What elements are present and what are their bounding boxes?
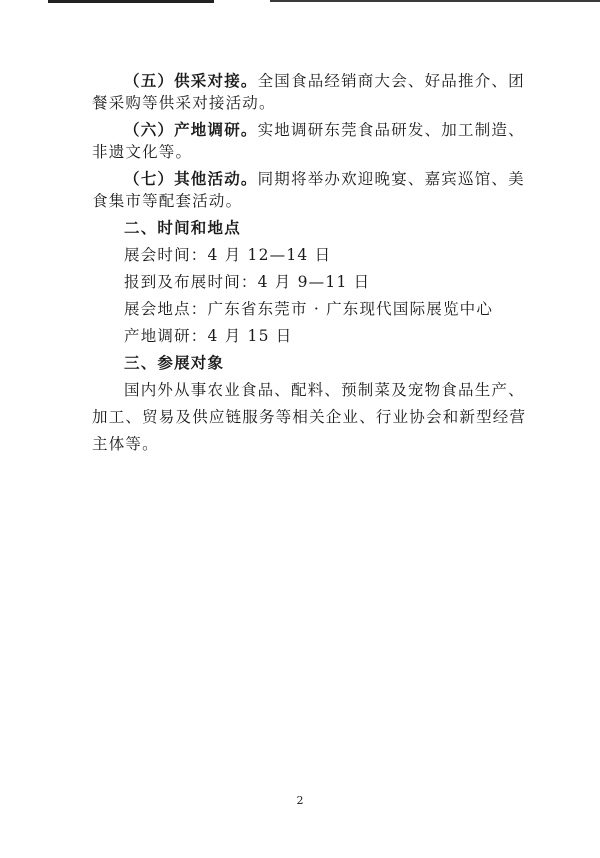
item-text: 全国食品经销商大会、好品推介、团 <box>257 72 525 90</box>
scan-edge-mark <box>270 0 600 2</box>
scan-edge-mark <box>48 0 214 3</box>
item-label: （七）其他活动。 <box>124 170 258 188</box>
item-text: 同期将举办欢迎晚宴、嘉宾巡馆、美 <box>257 170 525 188</box>
paragraph-continuation: 食集市等配套活动。 <box>92 192 243 210</box>
exhibition-time: 展会时间：4 月 12—14 日 <box>124 246 332 264</box>
venue: 展会地点：广东省东莞市 · 广东现代国际展览中心 <box>124 300 494 318</box>
participants-text: 加工、贸易及供应链服务等相关企业、行业协会和新型经营 <box>92 408 527 426</box>
paragraph-continuation: 餐采购等供采对接活动。 <box>92 94 276 112</box>
participants-text: 国内外从事农业食品、配料、预制菜及宠物食品生产、 <box>124 381 525 399</box>
paragraph-continuation: 非遗文化等。 <box>92 143 193 161</box>
checkin-time: 报到及布展时间：4 月 9—11 日 <box>124 273 371 291</box>
survey-date: 产地调研：4 月 15 日 <box>124 327 293 345</box>
paragraph-supply-matching <box>92 70 532 92</box>
section-heading-participants: 三、参展对象 <box>124 354 225 372</box>
item-label: （五）供采对接。 <box>124 72 258 90</box>
item-label: （六）产地调研。 <box>124 121 258 139</box>
paragraph-origin-survey <box>92 119 532 141</box>
participants-text: 主体等。 <box>92 435 159 453</box>
document-body <box>92 70 532 455</box>
section-heading-time-place: 二、时间和地点 <box>124 219 241 237</box>
paragraph-other-activities <box>92 168 532 190</box>
item-text: 实地调研东莞食品研发、加工制造、 <box>257 121 525 139</box>
page-number: 2 <box>296 794 304 807</box>
